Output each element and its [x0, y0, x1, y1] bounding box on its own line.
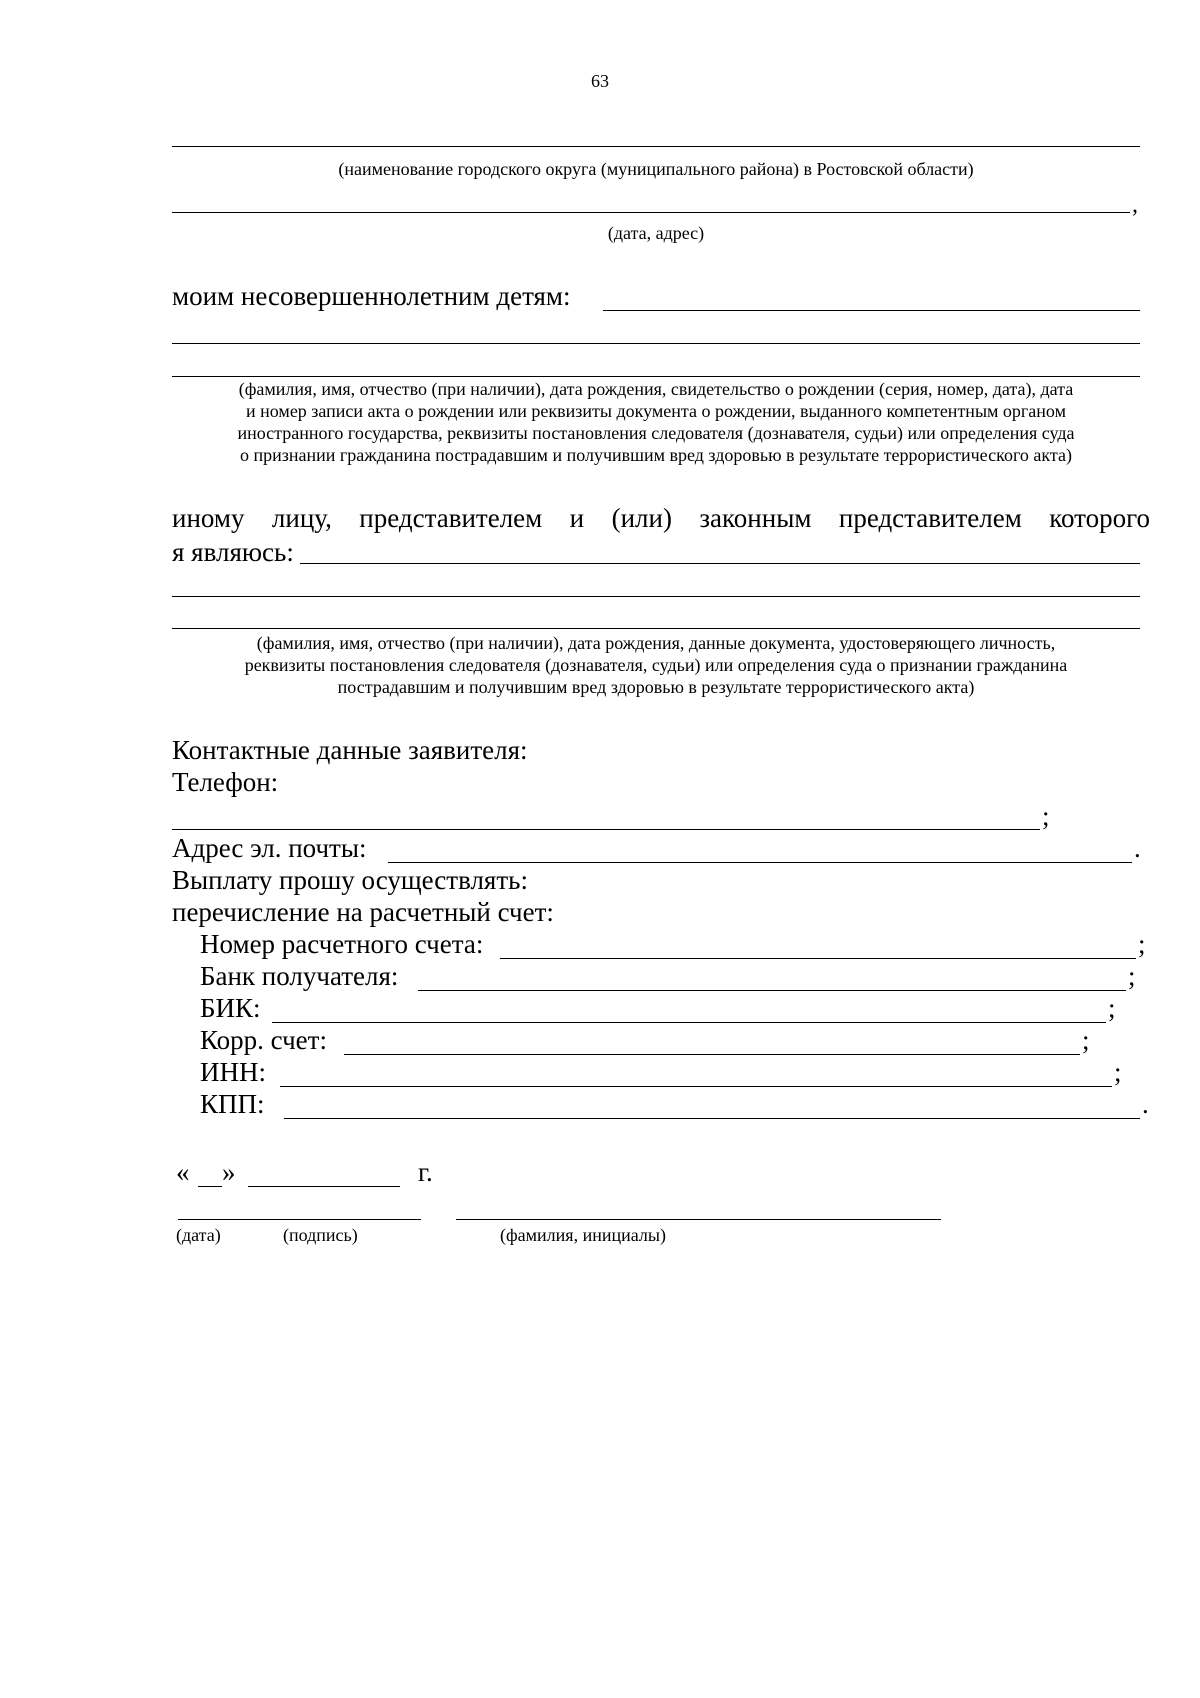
other-person-field-line-1[interactable] [300, 563, 1140, 564]
children-field-line-1[interactable] [603, 310, 1140, 311]
other-person-caption [172, 632, 1140, 698]
children-field-line-3[interactable] [172, 376, 1140, 377]
other-person-field-line-2[interactable] [172, 596, 1140, 597]
inn-field-line[interactable] [280, 1086, 1112, 1087]
other-person-label: иному лицу, представителем и (или) законным представителем которого [172, 503, 1150, 533]
date-address-field-line[interactable] [172, 212, 1130, 213]
bik-field-line[interactable] [272, 1022, 1106, 1023]
account-number-field-line[interactable] [500, 958, 1136, 959]
signature-caption: (подпись) [283, 1225, 358, 1245]
date-caption: (дата) [176, 1225, 221, 1245]
other-person-caption-line: (фамилия, имя, отчество (при наличии), дата рождения, данные документа, удостоверяющего личность, [256, 633, 1056, 653]
kpp-label: КПП: [200, 1089, 265, 1119]
corr-account-field-line[interactable] [344, 1054, 1080, 1055]
children-caption-line: о признании гражданина пострадавшим и получившим вред здоровью в результате террористического акта) [240, 445, 1072, 465]
email-end: . [1134, 833, 1141, 863]
municipality-caption: (наименование городского округа (муниципального района) в Ростовской области) [338, 159, 974, 179]
email-field-line[interactable] [388, 862, 1132, 863]
name-field-line[interactable] [456, 1219, 941, 1220]
bik-end: ; [1108, 993, 1116, 1023]
children-caption-line: иностранного государства, реквизиты постановления следователя (дознавателя, судьи) или определения суда [237, 423, 1075, 443]
payment-heading: Выплату прошу осуществлять: [172, 865, 528, 895]
children-field-line-2[interactable] [172, 343, 1140, 344]
phone-field-line[interactable] [172, 829, 1040, 830]
children-caption-line: (фамилия, имя, отчество (при наличии), дата рождения, свидетельство о рождении (серия, номер, дата), дата [238, 379, 1074, 399]
phone-label: Телефон: [172, 767, 279, 797]
inn-label: ИНН: [200, 1057, 266, 1087]
contacts-heading: Контактные данные заявителя: [172, 735, 528, 765]
name-caption: (фамилия, инициалы) [500, 1225, 666, 1245]
email-label: Адрес эл. почты: [172, 833, 367, 863]
municipality-field-line[interactable] [172, 146, 1140, 147]
phone-end: ; [1042, 801, 1050, 831]
corr-account-end: ; [1082, 1025, 1090, 1055]
date-address-caption: (дата, адрес) [607, 223, 705, 243]
kpp-end: . [1142, 1089, 1149, 1119]
bank-end: ; [1128, 961, 1136, 991]
date-day-field-line[interactable] [198, 1186, 222, 1187]
other-person-label-continued: я являюсь: [172, 537, 294, 567]
signature-field-line[interactable] [178, 1219, 421, 1220]
bank-label: Банк получателя: [200, 961, 399, 991]
page-number: 63 [591, 71, 609, 91]
corr-account-label: Корр. счет: [200, 1025, 327, 1055]
other-person-caption-line: реквизиты постановления следователя (дознавателя, судьи) или определения суда о признании гражданина [244, 655, 1068, 675]
children-caption [172, 378, 1140, 466]
account-number-label: Номер расчетного счета: [200, 929, 484, 959]
date-month-field-line[interactable] [248, 1186, 400, 1187]
other-person-field-line-3[interactable] [172, 628, 1140, 629]
date-quote-open: « [176, 1157, 190, 1187]
inn-end: ; [1114, 1057, 1122, 1087]
year-suffix: г. [418, 1157, 433, 1187]
date-address-comma: , [1132, 192, 1138, 218]
children-caption-line: и номер записи акта о рождении или реквизиты документа о рождении, выданного компетентным органом [246, 401, 1066, 421]
payment-method: перечисление на расчетный счет: [172, 897, 554, 927]
account-number-end: ; [1138, 929, 1146, 959]
date-quote-close: » [222, 1157, 236, 1187]
kpp-field-line[interactable] [284, 1118, 1140, 1119]
children-label: моим несовершеннолетним детям: [172, 281, 571, 311]
bank-field-line[interactable] [418, 990, 1126, 991]
bik-label: БИК: [200, 993, 261, 1023]
other-person-caption-line: пострадавшим и получившим вред здоровью в результате террористического акта) [337, 677, 975, 697]
